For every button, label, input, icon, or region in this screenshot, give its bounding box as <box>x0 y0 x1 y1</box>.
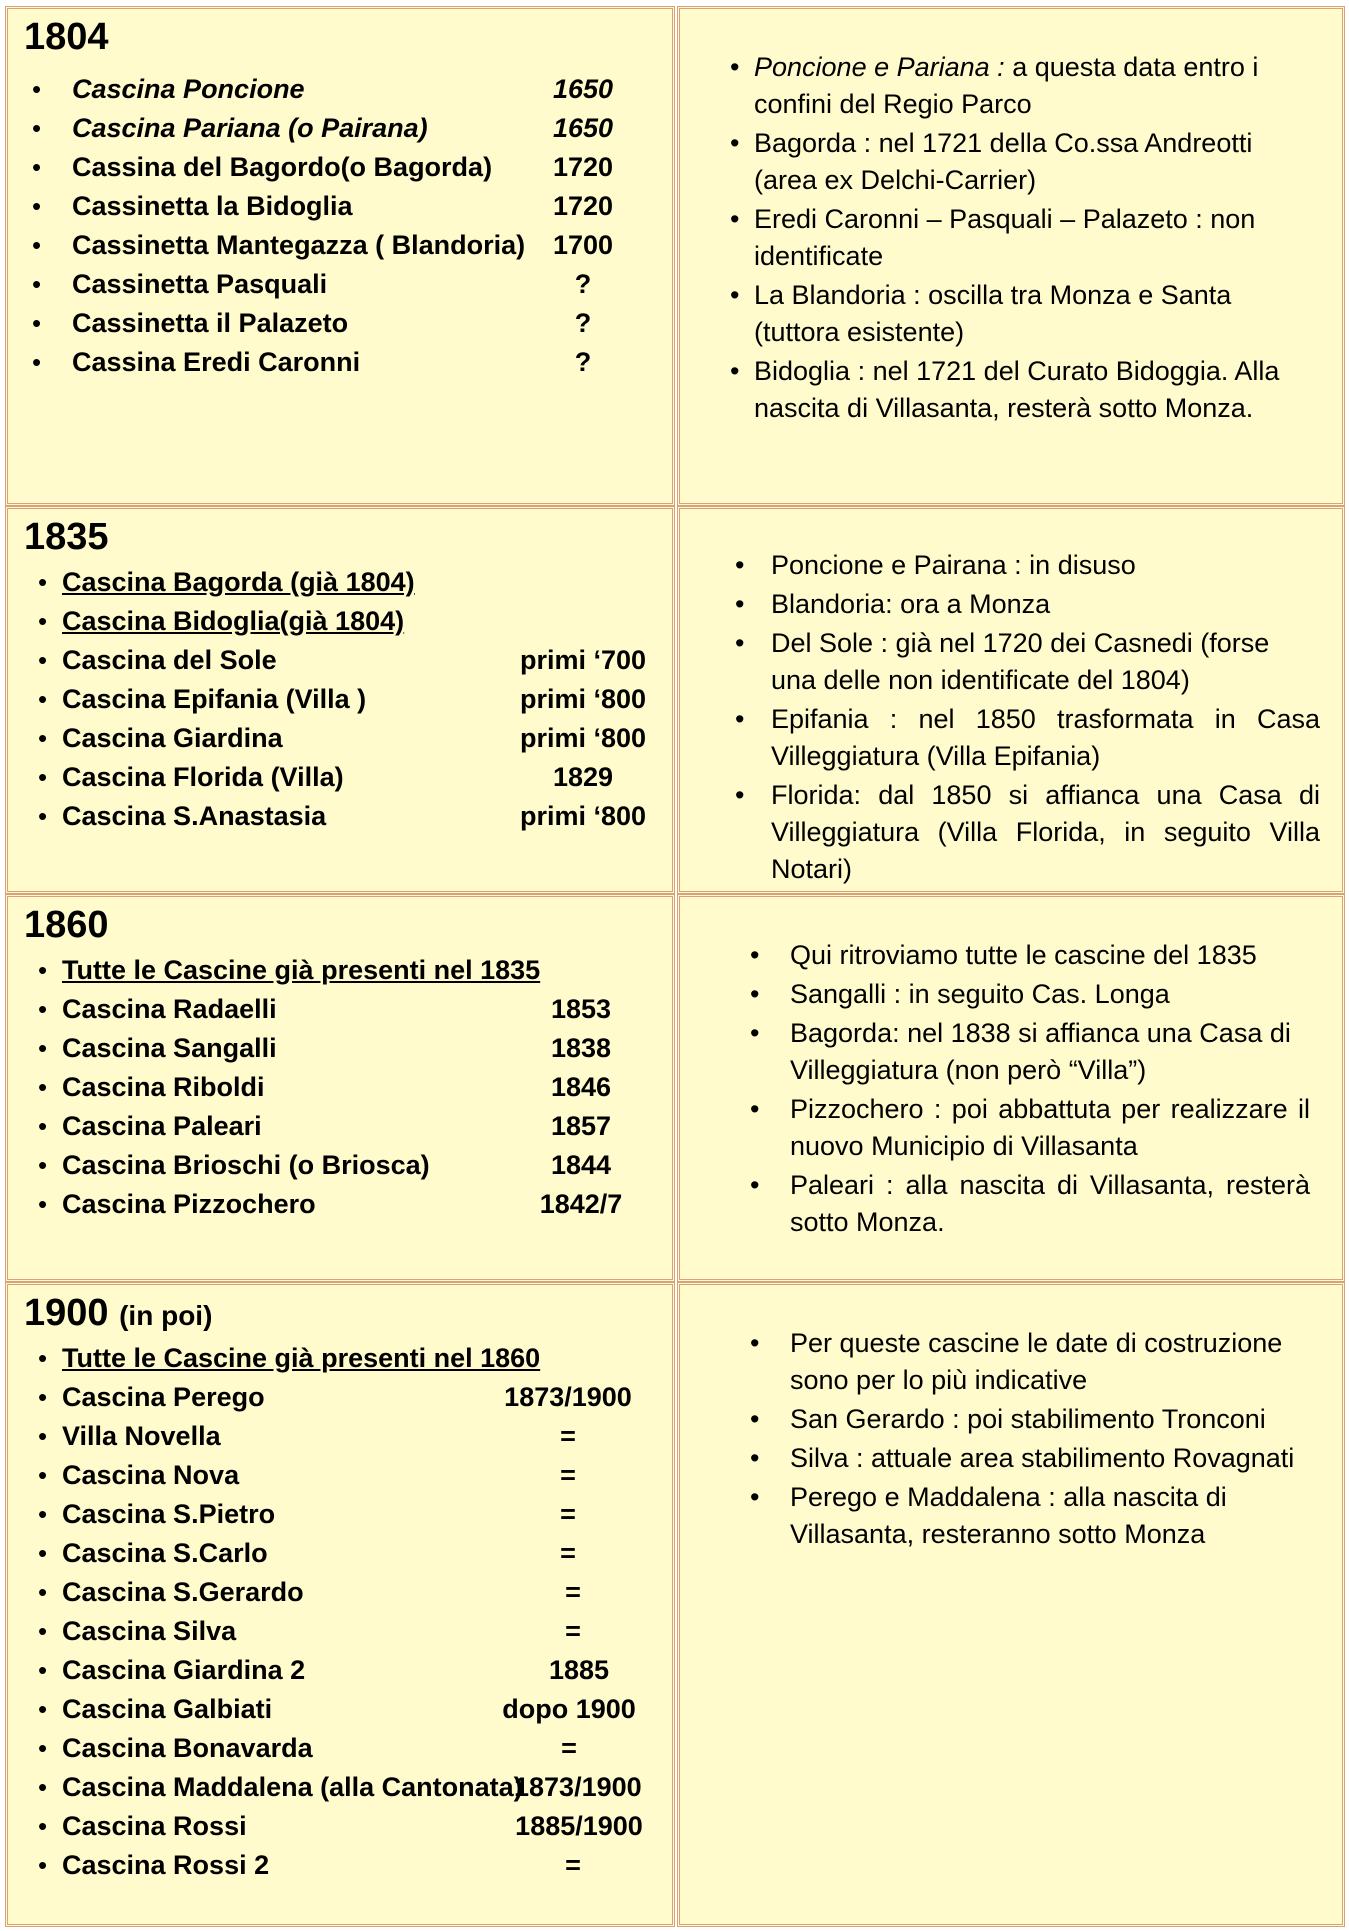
list-item <box>8 70 668 109</box>
item-name: Cascina Galbiati <box>62 1694 273 1724</box>
note-item <box>750 1440 1310 1477</box>
bullet: • <box>750 940 760 970</box>
item-date: 1720 <box>552 191 614 221</box>
list-item <box>8 1029 668 1068</box>
item-name: Cascina Bonavarda <box>62 1733 313 1763</box>
bullet: • <box>38 1150 48 1180</box>
list-item <box>8 1729 668 1768</box>
section-1900 <box>5 1282 1345 1927</box>
item-date: = <box>560 1499 576 1529</box>
bullet: • <box>750 1482 760 1512</box>
item-date: = <box>560 1460 576 1490</box>
list-item <box>8 1690 668 1729</box>
bullet: • <box>38 1733 48 1763</box>
list-item <box>8 226 668 265</box>
item-date: 1853 <box>550 994 612 1024</box>
list-item <box>8 1107 668 1146</box>
bullet: • <box>730 52 740 82</box>
section-year: 1804 <box>24 16 109 58</box>
section-1804-list-cell <box>5 6 675 506</box>
note-item <box>730 353 1305 427</box>
item-name: Cassina Eredi Caronni <box>72 347 361 377</box>
bullet: • <box>38 1111 48 1141</box>
bullet: • <box>38 1421 48 1451</box>
item-date: = <box>565 1577 581 1607</box>
bullet: • <box>730 280 740 310</box>
note-text: Florida: dal 1850 si affianca una Casa di Villeggiatura (Villa Florida, in seguito Villa Notari) <box>771 780 1320 884</box>
item-name: Cascina Florida (Villa) <box>62 762 344 792</box>
bullet: • <box>730 204 740 234</box>
section-year-suffix: (in poi) <box>119 1300 213 1331</box>
bullet: • <box>32 113 42 143</box>
item-date: 1885/1900 <box>515 1811 643 1841</box>
list-item <box>8 1456 668 1495</box>
bullet: • <box>735 704 745 734</box>
item-name: Cassinetta Mantegazza ( Blandoria) <box>72 230 526 260</box>
bullet: • <box>38 684 48 714</box>
item-date: 1885 <box>548 1655 610 1685</box>
bullet: • <box>735 628 745 658</box>
bullet: • <box>32 308 42 338</box>
bullet: • <box>730 128 740 158</box>
note-item <box>730 125 1305 199</box>
item-name: Cascina Perego <box>62 1382 265 1412</box>
bullet: • <box>38 762 48 792</box>
bullet: • <box>38 1033 48 1063</box>
item-name: Cassinetta il Palazeto <box>72 308 349 338</box>
item-date: ? <box>574 308 592 338</box>
item-name: Cascina del Sole <box>62 645 277 675</box>
bullet: • <box>750 1094 760 1124</box>
list-item <box>8 1495 668 1534</box>
note-item <box>750 1401 1310 1438</box>
list-item <box>8 1846 668 1885</box>
section-year <box>24 1291 212 1338</box>
bullet: • <box>38 801 48 831</box>
note-text: Per queste cascine le date di costruzione sono per lo più indicative <box>790 1328 1283 1395</box>
section-1835-list-cell <box>5 506 675 894</box>
item-date: = <box>560 1538 576 1568</box>
section-1835-notes-cell <box>677 506 1345 894</box>
item-name: Cascina Brioschi (o Briosca) <box>62 1150 430 1180</box>
item-date: 1650 <box>552 113 614 143</box>
item-name: Cascina Silva <box>62 1616 237 1646</box>
bullet: • <box>38 1811 48 1841</box>
list-item <box>8 343 668 382</box>
note-text: a questa data entro i confini del Regio Parco <box>754 52 1259 119</box>
list-item <box>8 1534 668 1573</box>
item-name: Cascina Giardina <box>62 723 283 753</box>
item-date: 1838 <box>550 1033 612 1063</box>
item-name: Cascina Paleari <box>62 1111 262 1141</box>
item-name: Cascina Maddalena (alla Cantonata) <box>62 1772 523 1802</box>
item-name: Cascina Nova <box>62 1460 240 1490</box>
list-item <box>8 1068 668 1107</box>
note-text: Sangalli : in seguito Cas. Longa <box>790 979 1170 1009</box>
bullet: • <box>750 1018 760 1048</box>
bullet: • <box>32 269 42 299</box>
bullet: • <box>38 1072 48 1102</box>
item-date: 1650 <box>552 74 614 104</box>
section-1900-list-cell <box>5 1282 675 1927</box>
item-date: 1857 <box>550 1111 612 1141</box>
item-name: Cascina S.Anastasia <box>62 801 327 831</box>
item-date: 1700 <box>552 230 614 260</box>
item-name: Cascina Pizzochero <box>62 1189 316 1219</box>
bullet: • <box>38 1538 48 1568</box>
note-item <box>735 625 1320 699</box>
bullet: • <box>32 152 42 182</box>
item-date: = <box>560 1421 576 1451</box>
item-date: primi ‘800 <box>519 684 647 714</box>
note-text: Epifania : nel 1850 trasformata in Casa Villeggiatura (Villa Epifania) <box>771 704 1320 771</box>
list-item <box>8 990 668 1029</box>
bullet: • <box>38 1772 48 1802</box>
section-1860 <box>5 894 1345 1282</box>
note-item <box>750 1325 1310 1399</box>
bullet: • <box>38 1616 48 1646</box>
list-item <box>8 1573 668 1612</box>
list-item <box>8 1378 668 1417</box>
section-year-value: 1900 <box>24 1292 109 1334</box>
bullet: • <box>38 1694 48 1724</box>
note-text: Poncione e Pairana : in disuso <box>771 550 1136 580</box>
note-item <box>750 976 1310 1013</box>
item-name: Cascina S.Carlo <box>62 1538 268 1568</box>
list-item <box>8 187 668 226</box>
item-date: 1829 <box>552 762 614 792</box>
item-name: Tutte le Cascine già presenti nel 1835 <box>62 955 541 985</box>
bullet: • <box>32 74 42 104</box>
item-date: ? <box>574 347 592 377</box>
list-item <box>8 1651 668 1690</box>
list-item <box>8 719 668 758</box>
bullet: • <box>38 994 48 1024</box>
list-item <box>8 797 668 836</box>
note-item <box>750 1091 1310 1165</box>
bullet: • <box>735 780 745 810</box>
item-date: dopo 1900 <box>502 1694 636 1724</box>
note-item <box>750 1167 1310 1241</box>
list-item <box>8 1185 668 1224</box>
item-date: = <box>561 1733 577 1763</box>
item-name: Cascina Giardina 2 <box>62 1655 306 1685</box>
item-name: Cassina del Bagordo(o Bagorda) <box>72 152 493 182</box>
section-1860-list-cell <box>5 894 675 1282</box>
bullet: • <box>32 347 42 377</box>
note-text: La Blandoria : oscilla tra Monza e Santa (tuttora esistente) <box>754 280 1232 347</box>
list-item <box>8 1417 668 1456</box>
item-date: = <box>565 1850 581 1880</box>
list-item <box>8 148 668 187</box>
bullet: • <box>32 230 42 260</box>
note-text: Qui ritroviamo tutte le cascine del 1835 <box>790 940 1257 970</box>
note-text: Paleari : alla nascita di Villasanta, resterà sotto Monza. <box>790 1170 1310 1237</box>
item-date: primi ‘800 <box>519 801 647 831</box>
bullet: • <box>38 645 48 675</box>
list-item <box>8 951 668 990</box>
list-item <box>8 680 668 719</box>
note-text: Perego e Maddalena : alla nascita di Villasanta, resteranno sotto Monza <box>790 1482 1227 1549</box>
bullet: • <box>735 589 745 619</box>
note-item <box>750 1479 1310 1553</box>
item-name: Cassinetta la Bidoglia <box>72 191 353 221</box>
note-text: Del Sole : già nel 1720 dei Casnedi (forse una delle non identificate del 1804) <box>771 628 1270 695</box>
bullet: • <box>735 550 745 580</box>
item-date: 1720 <box>552 152 614 182</box>
item-name: Cascina Riboldi <box>62 1072 265 1102</box>
bullet: • <box>38 1655 48 1685</box>
list-item <box>8 602 668 641</box>
list-item <box>8 758 668 797</box>
note-text: Eredi Caronni – Pasquali – Palazeto : non identificate <box>754 204 1256 271</box>
note-text: Blandoria: ora a Monza <box>771 589 1051 619</box>
bullet: • <box>38 1460 48 1490</box>
item-name: Cascina Rossi <box>62 1811 247 1841</box>
item-name: Cascina Bidoglia(già 1804) <box>62 606 405 636</box>
bullet: • <box>38 1189 48 1219</box>
item-name: Cassinetta Pasquali <box>72 269 328 299</box>
bullet: • <box>750 1404 760 1434</box>
note-item <box>750 1015 1310 1089</box>
note-item <box>735 586 1320 623</box>
item-date: 1873/1900 <box>504 1382 632 1412</box>
list-item <box>8 1612 668 1651</box>
note-item <box>730 201 1305 275</box>
item-name: Tutte le Cascine già presenti nel 1860 <box>62 1343 541 1373</box>
item-name: Cascina Pariana (o Pairana) <box>72 113 428 143</box>
note-item <box>750 937 1310 974</box>
list-item <box>8 265 668 304</box>
note-text: Bagorda: nel 1838 si affianca una Casa di Villeggiatura (non però “Villa”) <box>790 1018 1291 1085</box>
section-1835 <box>5 506 1345 894</box>
section-1900-notes-cell <box>677 1282 1345 1927</box>
list-item <box>8 563 668 602</box>
note-item <box>730 49 1305 123</box>
item-date: 1844 <box>550 1150 612 1180</box>
bullet: • <box>38 1382 48 1412</box>
item-name: Cascina Rossi 2 <box>62 1850 270 1880</box>
bullet: • <box>38 1850 48 1880</box>
bullet: • <box>750 979 760 1009</box>
note-text: San Gerardo : poi stabilimento Tronconi <box>790 1404 1266 1434</box>
note-text: Pizzochero : poi abbattuta per realizzare il nuovo Municipio di Villasanta <box>790 1094 1310 1161</box>
section-1860-notes-cell <box>677 894 1345 1282</box>
bullet: • <box>38 1499 48 1529</box>
note-text: Bagorda : nel 1721 della Co.ssa Andreotti (area ex Delchi-Carrier) <box>754 128 1253 195</box>
item-date: 1842/7 <box>539 1189 623 1219</box>
note-text: Bidoglia : nel 1721 del Curato Bidoggia. Alla nascita di Villasanta, resterà sotto Monza. <box>754 356 1280 423</box>
section-year: 1860 <box>24 904 109 946</box>
bullet: • <box>38 955 48 985</box>
bullet: • <box>38 567 48 597</box>
item-name: Cascina Radaelli <box>62 994 277 1024</box>
list-item <box>8 1768 668 1807</box>
bullet: • <box>38 1343 48 1373</box>
list-item <box>8 641 668 680</box>
section-1804-notes-cell <box>677 6 1345 506</box>
item-date: primi ‘700 <box>519 645 647 675</box>
item-name: Cascina S.Gerardo <box>62 1577 304 1607</box>
list-item <box>8 109 668 148</box>
bullet: • <box>38 606 48 636</box>
item-name: Cascina Sangalli <box>62 1033 277 1063</box>
list-item <box>8 1146 668 1185</box>
note-item <box>735 777 1320 888</box>
list-item <box>8 1807 668 1846</box>
item-name: Cascina S.Pietro <box>62 1499 276 1529</box>
note-item <box>730 277 1305 351</box>
item-name: Cascina Bagorda (già 1804) <box>62 567 415 597</box>
bullet: • <box>38 723 48 753</box>
bullet: • <box>750 1443 760 1473</box>
note-item <box>735 701 1320 775</box>
note-text: Silva : attuale area stabilimento Rovagnati <box>790 1443 1295 1473</box>
item-name: Cascina Poncione <box>72 74 305 104</box>
bullet: • <box>730 356 740 386</box>
item-date: = <box>565 1616 581 1646</box>
bullet: • <box>750 1170 760 1200</box>
bullet: • <box>750 1328 760 1358</box>
section-1804 <box>5 6 1345 506</box>
item-date: 1846 <box>550 1072 612 1102</box>
bullet: • <box>38 1577 48 1607</box>
list-item <box>8 304 668 343</box>
item-name: Villa Novella <box>62 1421 221 1451</box>
list-item <box>8 1339 668 1378</box>
item-name: Cascina Epifania (Villa ) <box>62 684 367 714</box>
note-item <box>735 547 1320 584</box>
section-year: 1835 <box>24 516 109 558</box>
bullet: • <box>32 191 42 221</box>
item-date: ? <box>574 269 592 299</box>
item-date: primi ‘800 <box>519 723 647 753</box>
item-date: 1873/1900 <box>514 1772 642 1802</box>
note-italic-prefix: Poncione e Pariana : <box>754 52 1005 82</box>
